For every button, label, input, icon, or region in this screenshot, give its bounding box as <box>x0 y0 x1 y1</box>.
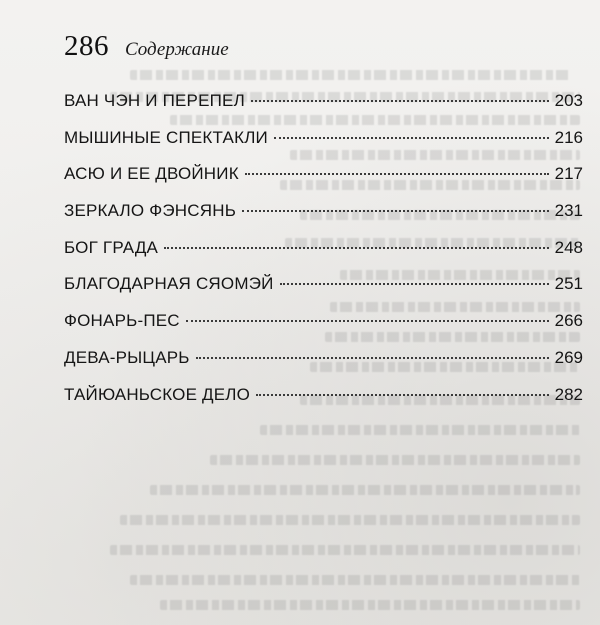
table-of-contents <box>64 83 583 413</box>
page-header <box>64 30 229 62</box>
toc-entry <box>64 193 583 230</box>
toc-entry-page: 248 <box>554 237 583 257</box>
toc-entry <box>64 120 583 157</box>
toc-entry-title: ФОНАРЬ-ПЕС <box>64 311 180 331</box>
toc-entry-title: ТАЙЮАНЬСКОЕ ДЕЛО <box>64 384 251 404</box>
toc-entry-page: 203 <box>554 91 583 110</box>
toc-entry-title: БЛАГОДАРНАЯ СЯОМЭЙ <box>64 274 274 294</box>
toc-entry-page: 251 <box>554 274 583 294</box>
running-title: Содержание <box>125 39 229 60</box>
dot-leader <box>280 283 549 285</box>
dot-leader <box>242 210 549 212</box>
toc-entry <box>64 377 583 414</box>
dot-leader <box>196 357 549 359</box>
toc-entry-title: АСЮ И ЕЕ ДВОЙНИК <box>64 164 239 184</box>
toc-entry-page: 282 <box>554 384 583 404</box>
toc-entry <box>64 156 583 193</box>
dot-leader <box>274 137 549 139</box>
toc-entry-page: 231 <box>554 201 583 221</box>
dot-leader <box>256 394 549 396</box>
toc-entry <box>64 340 583 377</box>
toc-entry-title: БОГ ГРАДА <box>64 237 159 257</box>
dot-leader <box>186 320 549 322</box>
toc-entry-page: 216 <box>554 127 583 147</box>
toc-entry <box>64 83 583 120</box>
dot-leader <box>164 247 549 249</box>
toc-entry-page: 217 <box>554 164 583 184</box>
toc-entry-title: ВАН ЧЭН И ПЕРЕПЕЛ <box>64 91 245 110</box>
toc-entry-title: МЫШИНЫЕ СПЕКТАКЛИ <box>64 127 268 147</box>
toc-entry <box>64 230 583 267</box>
toc-entry <box>64 266 583 303</box>
toc-entry-title: ДЕВА-РЫЦАРЬ <box>64 347 190 367</box>
page-number: 286 <box>64 30 109 62</box>
toc-entry-title: ЗЕРКАЛО ФЭНСЯНЬ <box>64 201 237 221</box>
dot-leader <box>245 173 549 175</box>
toc-entry-page: 269 <box>554 347 583 367</box>
toc-entry-page: 266 <box>554 311 583 331</box>
dot-leader <box>251 100 549 102</box>
toc-entry <box>64 303 583 340</box>
